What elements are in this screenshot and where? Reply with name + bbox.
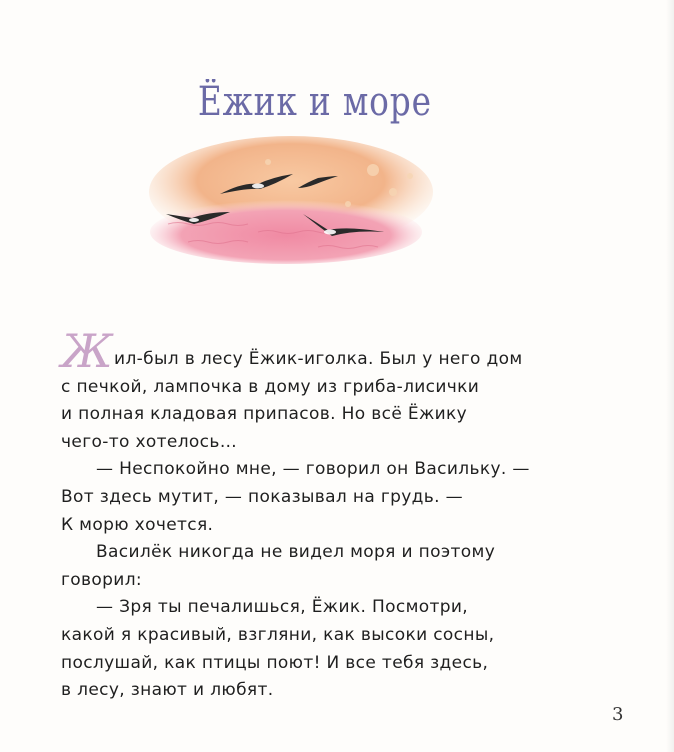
text-line: Василёк никогда не видел моря и поэтому [96, 542, 496, 563]
text-line: говорил: [61, 569, 142, 590]
text-line: — Неспокойно мне, — говорил он Васильку. — [96, 459, 530, 480]
text-line: с печкой, лампочка в дому из гриба-лисички [61, 376, 480, 397]
text-line: и полная кладовая припасов. Но всё Ёжику [61, 404, 468, 425]
story-text [61, 320, 561, 705]
text-line: чего-то хотелось… [61, 431, 238, 452]
text-line: Вот здесь мутит, — показывал на грудь. — [61, 486, 464, 507]
sea-wash [150, 200, 422, 264]
seagulls-illustration [148, 132, 434, 270]
text-line: — Зря ты печалишься, Ёжик. Посмотри, [96, 597, 469, 618]
page-edge-shadow [666, 0, 674, 752]
text-line: Жил-был в лесу Ёжик-иголка. Был у него дом [61, 324, 523, 378]
text-line: в лесу, знают и любят. [61, 680, 274, 701]
text-line: какой я красивый, взгляни, как высоки сосны, [61, 624, 495, 645]
story-title: Ёжик и море [197, 78, 432, 125]
text-line: К морю хочется. [61, 514, 214, 535]
drop-cap: Ж [61, 324, 114, 378]
text-line: послушай, как птицы поют! И все тебя здесь, [61, 652, 489, 673]
page-number: 3 [612, 704, 624, 725]
